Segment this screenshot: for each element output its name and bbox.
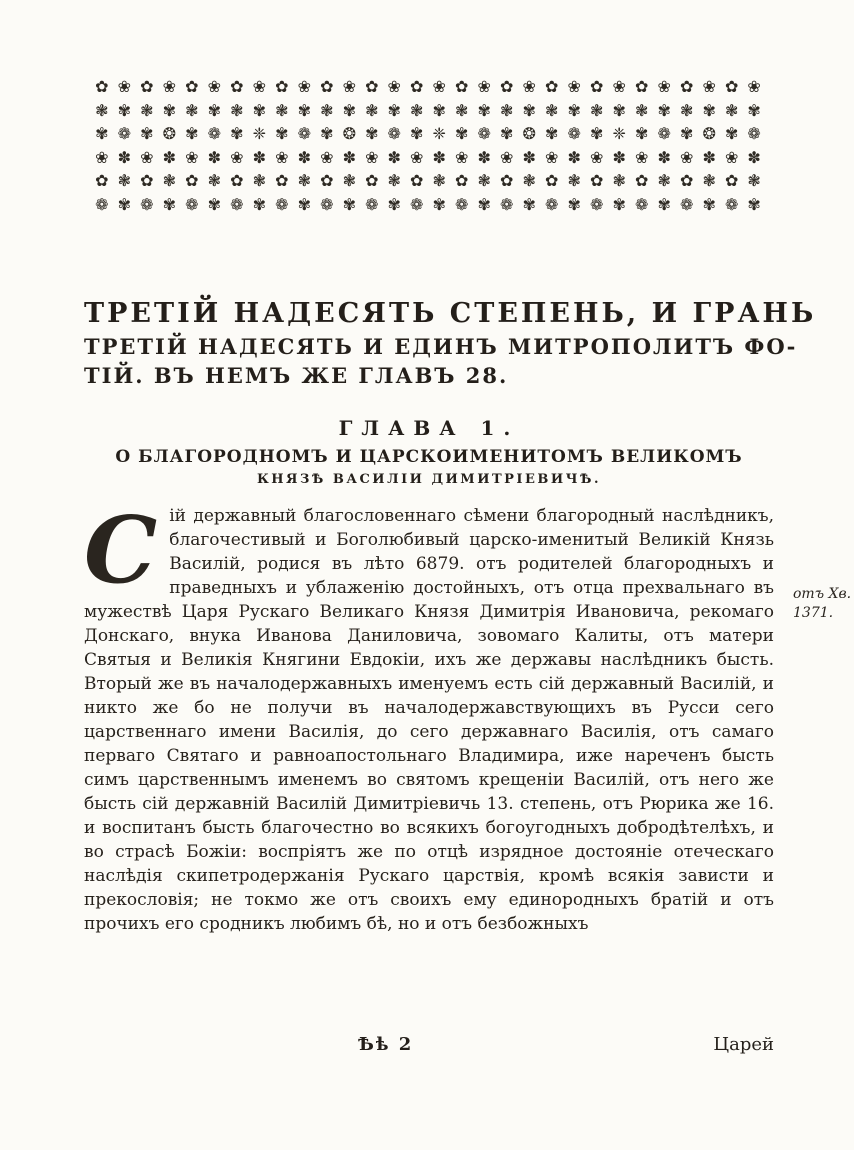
body-text: ій державный благословеннаго сѣмени благородный наслѣдникъ, благочестивый и Боголюбивый царско-именитый Великій Князь Василій, родися въ лѣто 6879. отъ родителей благородныхъ и праведныхъ и ублаженію достойныхъ, отъ отца прехвальнаго въ мужествѣ Царя Рускаго Великаго Князя Димитрія Ивановича, рекомаго Донскаго, внука Иванова Даниловича, зовомаго Калиты, отъ матери Святыя и Великія Княгини Евдокіи, ихъ же державы наслѣдникъ бысть. Вторый же въ началодержавныхъ именуемъ есть сій державный Василій, и никто же бо не получи въ началодержавствующихъ въ Русси сего царственнаго имени Василія, до сего державнаго Василія, отъ самаго перваго Святаго и равноапостольнаго Владимира, иже нареченъ бысть симъ царственнымъ именемъ во святомъ крещеніи Василій, отъ него же бысть сій державній Василій Димитріевичь 13. степень, отъ Рюрика же 16. и воспитанъ бысть благочестно во всякихъ богоугодныхъ добродѣтелѣхъ, и во страсѣ Божіи: воспріятъ же по отцѣ изрядное достояніе отеческаго наслѣдія скипетродержанія Рускаго царствія, кромѣ всякія зависти и прекословія; не токмо же отъ своихъ ему единородныхъ братій и отъ прочихъ его сродникъ любимъ бѣ, но и отъ безбожныхъ [84,506,774,934]
chapter-subtitle-1: О БЛАГОРОДНОМЪ И ЦАРСКОИМЕНИТОМЪ ВЕЛИКОМЪ [115,447,743,467]
ornament-band [84,76,774,216]
chapter-subtitle-2: КНЯЗѢ ВАСИЛІИ ДИМИТРІЕВИЧѢ. [256,472,602,487]
section-title-line2: ТРЕТІЙ НАДЕСЯТЬ И ЕДИНЪ МИТРОПОЛИТЪ ФО- [84,334,798,359]
ornament-row-6: ❁ ✾ ❁ ✾ ❁ ✾ ❁ ✾ ❁ ✾ ❁ ✾ ❁ ✾ ❁ ✾ ❁ ✾ ❁ ✾ ❁ ✾ ❁ ✾ ❁ ✾ ❁ ✾ ❁ ✾ [95,194,763,214]
section-title-line1: ТРЕТІЙ НАДЕСЯТЬ СТЕПЕНЬ, И ГРАНЬ [84,298,817,329]
ornament-row-1: ✿ ❀ ✿ ❀ ✿ ❀ ✿ ❀ ✿ ❀ ✿ ❀ ✿ ❀ ✿ ❀ ✿ ❀ ✿ ❀ ✿ ❀ ✿ ❀ ✿ ❀ ✿ ❀ ✿ ❀ [95,77,763,96]
margin-note-line2: 1371. [793,605,834,621]
chapter-heading: ГЛАВА 1. [338,416,520,440]
ornament-row-4: ❀ ✽ ❀ ✽ ❀ ✽ ❀ ✽ ❀ ✽ ❀ ✽ ❀ ✽ ❀ ✽ ❀ ✽ ❀ ✽ ❀ ✽ ❀ ✽ ❀ ✽ ❀ ✽ ❀ ✽ [95,147,763,167]
signature-mark: Ѣѣ 2 [358,1034,414,1055]
ornament-row-5: ✿ ❃ ✿ ❃ ✿ ❃ ✿ ❃ ✿ ❃ ✿ ❃ ✿ ❃ ✿ ❃ ✿ ❃ ✿ ❃ ✿ ❃ ✿ ❃ ✿ ❃ ✿ ❃ ✿ ❃ [95,171,763,191]
margin-note [793,585,851,623]
body-paragraph [84,496,774,936]
drop-cap: С [84,496,158,604]
section-title-line3: ТІЙ. ВЪ НЕМЪ ЖЕ ГЛАВЪ 28. [84,363,509,388]
catchword: Царей [713,1034,774,1055]
ornament-row-3: ✾ ❁ ✾ ❂ ✾ ❁ ✾ ❈ ✾ ❁ ✾ ❂ ✾ ❁ ✾ ❈ ✾ ❁ ✾ ❂ ✾ ❁ ✾ ❈ ✾ ❁ ✾ ❂ ✾ ❁ [95,124,763,144]
margin-note-line1: отъ Хв. [793,586,852,602]
ornament-row-2: ❃ ✾ ❃ ✾ ❃ ✾ ❃ ✾ ❃ ✾ ❃ ✾ ❃ ✾ ❃ ✾ ❃ ✾ ❃ ✾ ❃ ✾ ❃ ✾ ❃ ✾ ❃ ✾ ❃ ✾ [95,100,763,120]
